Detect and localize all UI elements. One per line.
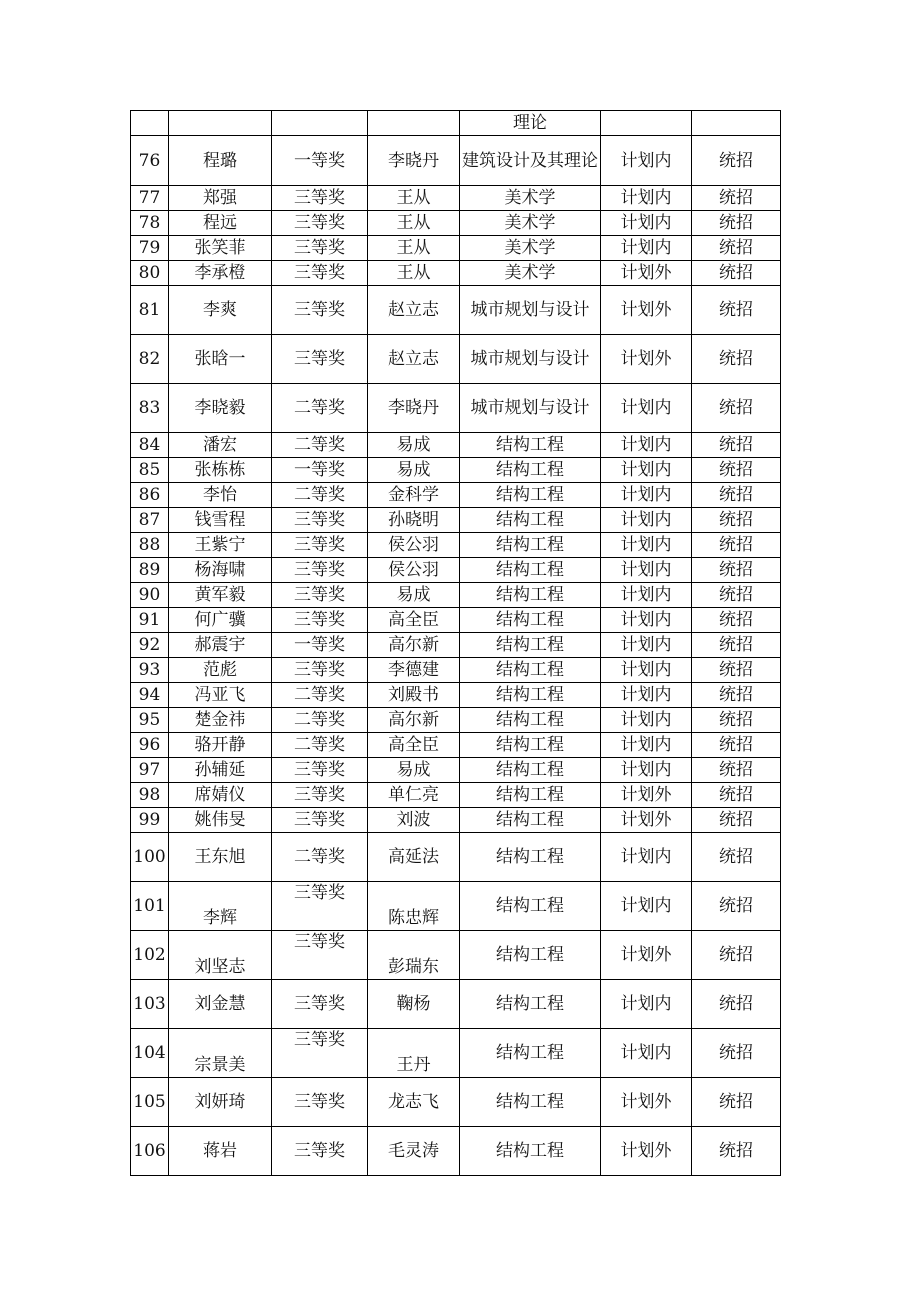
cell-advisor: 高延法 [368, 833, 460, 882]
cell-major: 城市规划与设计 [460, 335, 601, 384]
cell-advisor: 鞠杨 [368, 980, 460, 1029]
cell-advisor: 陈忠辉 [368, 882, 460, 931]
cell-award: 三等奖 [272, 533, 368, 558]
cell-major: 结构工程 [460, 583, 601, 608]
cell-major: 结构工程 [460, 733, 601, 758]
cell-major: 结构工程 [460, 658, 601, 683]
cell-advisor: 高全臣 [368, 733, 460, 758]
cell-no: 86 [131, 483, 169, 508]
cell-type: 统招 [692, 608, 781, 633]
cell-name: 黄军毅 [169, 583, 272, 608]
cell-plan: 计划内 [601, 833, 692, 882]
cell-plan: 计划内 [601, 658, 692, 683]
cell-advisor: 毛灵涛 [368, 1127, 460, 1176]
cell-advisor: 侯公羽 [368, 533, 460, 558]
cell-award: 二等奖 [272, 708, 368, 733]
cell-name: 潘宏 [169, 433, 272, 458]
cell-no: 99 [131, 808, 169, 833]
cell-award: 一等奖 [272, 458, 368, 483]
table-row [131, 608, 781, 633]
cell-plan: 计划内 [601, 1029, 692, 1078]
cell-award: 二等奖 [272, 433, 368, 458]
cell-plan: 计划内 [601, 683, 692, 708]
cell-type [692, 111, 781, 136]
cell-advisor: 易成 [368, 433, 460, 458]
table-row [131, 658, 781, 683]
cell-major: 结构工程 [460, 882, 601, 931]
cell-major: 结构工程 [460, 433, 601, 458]
cell-name: 蒋岩 [169, 1127, 272, 1176]
cell-award: 一等奖 [272, 633, 368, 658]
table-row [131, 186, 781, 211]
cell-no: 89 [131, 558, 169, 583]
cell-name: 何广骥 [169, 608, 272, 633]
cell-major: 结构工程 [460, 683, 601, 708]
cell-award: 二等奖 [272, 733, 368, 758]
cell-no: 79 [131, 236, 169, 261]
table-row [131, 683, 781, 708]
cell-award: 二等奖 [272, 833, 368, 882]
cell-major: 城市规划与设计 [460, 384, 601, 433]
cell-no: 96 [131, 733, 169, 758]
cell-plan: 计划内 [601, 633, 692, 658]
cell-major: 美术学 [460, 211, 601, 236]
cell-name: 席婧仪 [169, 783, 272, 808]
cell-award: 三等奖 [272, 608, 368, 633]
cell-type: 统招 [692, 286, 781, 335]
cell-plan: 计划内 [601, 136, 692, 186]
cell-name: 王紫宁 [169, 533, 272, 558]
cell-type: 统招 [692, 508, 781, 533]
cell-major: 理论 [460, 111, 601, 136]
cell-type: 统招 [692, 708, 781, 733]
table-row [131, 261, 781, 286]
cell-major: 结构工程 [460, 980, 601, 1029]
table-row [131, 758, 781, 783]
cell-type: 统招 [692, 211, 781, 236]
cell-award: 三等奖 [272, 1078, 368, 1127]
cell-major: 结构工程 [460, 633, 601, 658]
cell-major: 结构工程 [460, 608, 601, 633]
cell-plan: 计划内 [601, 608, 692, 633]
table-row [131, 508, 781, 533]
cell-no: 84 [131, 433, 169, 458]
cell-advisor: 金科学 [368, 483, 460, 508]
table-row [131, 1029, 781, 1078]
table-row [131, 533, 781, 558]
cell-advisor: 彭瑞东 [368, 931, 460, 980]
cell-name: 楚金祎 [169, 708, 272, 733]
cell-name: 冯亚飞 [169, 683, 272, 708]
cell-name: 刘妍琦 [169, 1078, 272, 1127]
cell-no: 98 [131, 783, 169, 808]
cell-major: 结构工程 [460, 833, 601, 882]
cell-major: 结构工程 [460, 931, 601, 980]
cell-award: 三等奖 [272, 286, 368, 335]
cell-name: 郝震宇 [169, 633, 272, 658]
cell-plan: 计划内 [601, 211, 692, 236]
cell-award: 三等奖 [272, 583, 368, 608]
cell-advisor: 高尔新 [368, 633, 460, 658]
cell-type: 统招 [692, 433, 781, 458]
cell-type: 统招 [692, 136, 781, 186]
cell-no: 77 [131, 186, 169, 211]
cell-advisor: 刘波 [368, 808, 460, 833]
cell-award: 三等奖 [272, 758, 368, 783]
cell-major: 结构工程 [460, 558, 601, 583]
cell-award: 三等奖 [272, 236, 368, 261]
cell-major: 结构工程 [460, 808, 601, 833]
cell-major: 美术学 [460, 236, 601, 261]
cell-no: 78 [131, 211, 169, 236]
cell-advisor: 李德建 [368, 658, 460, 683]
cell-major: 城市规划与设计 [460, 286, 601, 335]
cell-name: 刘金慧 [169, 980, 272, 1029]
cell-name: 李爽 [169, 286, 272, 335]
cell-no [131, 111, 169, 136]
cell-award: 三等奖 [272, 980, 368, 1029]
cell-type: 统招 [692, 808, 781, 833]
cell-type: 统招 [692, 335, 781, 384]
cell-type: 统招 [692, 733, 781, 758]
table-row [131, 335, 781, 384]
table-row [131, 733, 781, 758]
table-row [131, 882, 781, 931]
cell-no: 104 [131, 1029, 169, 1078]
cell-award: 二等奖 [272, 483, 368, 508]
table-row [131, 1078, 781, 1127]
cell-plan: 计划内 [601, 733, 692, 758]
cell-major: 结构工程 [460, 483, 601, 508]
cell-name: 程远 [169, 211, 272, 236]
cell-award: 三等奖 [272, 1127, 368, 1176]
table-row [131, 833, 781, 882]
cell-no: 102 [131, 931, 169, 980]
cell-type: 统招 [692, 683, 781, 708]
cell-major: 结构工程 [460, 1127, 601, 1176]
cell-type: 统招 [692, 1029, 781, 1078]
cell-type: 统招 [692, 558, 781, 583]
cell-name: 刘坚志 [169, 931, 272, 980]
cell-plan: 计划内 [601, 558, 692, 583]
cell-award: 二等奖 [272, 683, 368, 708]
cell-plan: 计划内 [601, 583, 692, 608]
cell-no: 105 [131, 1078, 169, 1127]
cell-no: 82 [131, 335, 169, 384]
cell-plan: 计划外 [601, 286, 692, 335]
cell-name: 程璐 [169, 136, 272, 186]
cell-type: 统招 [692, 186, 781, 211]
cell-type: 统招 [692, 483, 781, 508]
cell-advisor: 高尔新 [368, 708, 460, 733]
cell-no: 97 [131, 758, 169, 783]
cell-type: 统招 [692, 533, 781, 558]
cell-type: 统招 [692, 783, 781, 808]
cell-advisor: 高全臣 [368, 608, 460, 633]
cell-plan: 计划外 [601, 1078, 692, 1127]
cell-advisor: 易成 [368, 458, 460, 483]
cell-type: 统招 [692, 758, 781, 783]
cell-plan: 计划内 [601, 508, 692, 533]
cell-plan: 计划内 [601, 236, 692, 261]
cell-no: 87 [131, 508, 169, 533]
cell-no: 94 [131, 683, 169, 708]
cell-no: 83 [131, 384, 169, 433]
cell-award: 三等奖 [272, 335, 368, 384]
cell-major: 结构工程 [460, 458, 601, 483]
cell-no: 103 [131, 980, 169, 1029]
cell-award: 三等奖 [272, 558, 368, 583]
table-row [131, 980, 781, 1029]
cell-name: 郑强 [169, 186, 272, 211]
cell-type: 统招 [692, 236, 781, 261]
table-row [131, 136, 781, 186]
cell-major: 结构工程 [460, 758, 601, 783]
cell-advisor: 李晓丹 [368, 384, 460, 433]
cell-plan: 计划内 [601, 384, 692, 433]
cell-plan: 计划内 [601, 483, 692, 508]
cell-name: 杨海啸 [169, 558, 272, 583]
cell-no: 76 [131, 136, 169, 186]
cell-no: 106 [131, 1127, 169, 1176]
table-row [131, 633, 781, 658]
cell-award: 三等奖 [272, 882, 368, 931]
table-row [131, 783, 781, 808]
cell-advisor: 易成 [368, 758, 460, 783]
table-row [131, 458, 781, 483]
table-row [131, 433, 781, 458]
cell-advisor: 王丹 [368, 1029, 460, 1078]
table-row-continued [131, 111, 781, 136]
cell-plan: 计划内 [601, 433, 692, 458]
cell-no: 93 [131, 658, 169, 683]
cell-name: 张晗一 [169, 335, 272, 384]
cell-major: 结构工程 [460, 508, 601, 533]
cell-plan: 计划内 [601, 980, 692, 1029]
cell-major: 结构工程 [460, 783, 601, 808]
cell-type: 统招 [692, 931, 781, 980]
cell-type: 统招 [692, 261, 781, 286]
cell-award [272, 111, 368, 136]
cell-plan: 计划内 [601, 708, 692, 733]
cell-name: 王东旭 [169, 833, 272, 882]
cell-name: 孙辅延 [169, 758, 272, 783]
table-row [131, 808, 781, 833]
cell-award: 三等奖 [272, 1029, 368, 1078]
cell-no: 95 [131, 708, 169, 733]
table-row [131, 1127, 781, 1176]
cell-plan: 计划内 [601, 458, 692, 483]
cell-type: 统招 [692, 384, 781, 433]
cell-advisor: 刘殿书 [368, 683, 460, 708]
cell-advisor: 龙志飞 [368, 1078, 460, 1127]
cell-name: 骆开静 [169, 733, 272, 758]
cell-award: 三等奖 [272, 186, 368, 211]
cell-name: 李怡 [169, 483, 272, 508]
cell-no: 90 [131, 583, 169, 608]
table-row [131, 583, 781, 608]
cell-plan: 计划内 [601, 533, 692, 558]
cell-major: 结构工程 [460, 1078, 601, 1127]
table-row [131, 931, 781, 980]
cell-advisor: 李晓丹 [368, 136, 460, 186]
cell-advisor: 赵立志 [368, 286, 460, 335]
table-row [131, 558, 781, 583]
cell-award: 三等奖 [272, 931, 368, 980]
table-body [131, 111, 781, 1176]
cell-name: 李晓毅 [169, 384, 272, 433]
table-row [131, 211, 781, 236]
cell-plan: 计划内 [601, 758, 692, 783]
cell-name: 李承橙 [169, 261, 272, 286]
cell-name: 范彪 [169, 658, 272, 683]
cell-advisor: 侯公羽 [368, 558, 460, 583]
cell-plan: 计划内 [601, 882, 692, 931]
cell-major: 结构工程 [460, 708, 601, 733]
cell-plan [601, 111, 692, 136]
cell-advisor: 王从 [368, 236, 460, 261]
cell-type: 统招 [692, 633, 781, 658]
cell-advisor: 单仁亮 [368, 783, 460, 808]
cell-award: 三等奖 [272, 658, 368, 683]
cell-name: 张笑菲 [169, 236, 272, 261]
cell-name: 姚伟旻 [169, 808, 272, 833]
cell-plan: 计划外 [601, 1127, 692, 1176]
cell-award: 三等奖 [272, 261, 368, 286]
table-row [131, 236, 781, 261]
cell-name: 钱雪程 [169, 508, 272, 533]
cell-type: 统招 [692, 833, 781, 882]
cell-advisor: 赵立志 [368, 335, 460, 384]
cell-advisor: 孙晓明 [368, 508, 460, 533]
cell-major: 美术学 [460, 261, 601, 286]
cell-no: 100 [131, 833, 169, 882]
cell-plan: 计划外 [601, 261, 692, 286]
table-row [131, 483, 781, 508]
cell-no: 101 [131, 882, 169, 931]
cell-major: 建筑设计及其理论 [460, 136, 601, 186]
cell-name: 张栋栋 [169, 458, 272, 483]
cell-advisor [368, 111, 460, 136]
cell-type: 统招 [692, 458, 781, 483]
cell-plan: 计划内 [601, 186, 692, 211]
cell-no: 92 [131, 633, 169, 658]
cell-plan: 计划外 [601, 931, 692, 980]
cell-advisor: 王从 [368, 186, 460, 211]
cell-advisor: 王从 [368, 211, 460, 236]
table-row [131, 708, 781, 733]
cell-plan: 计划外 [601, 783, 692, 808]
cell-advisor: 易成 [368, 583, 460, 608]
cell-award: 三等奖 [272, 808, 368, 833]
table-row [131, 286, 781, 335]
cell-name: 宗景美 [169, 1029, 272, 1078]
cell-no: 88 [131, 533, 169, 558]
cell-major: 结构工程 [460, 533, 601, 558]
cell-type: 统招 [692, 583, 781, 608]
cell-major: 美术学 [460, 186, 601, 211]
award-table [130, 110, 781, 1176]
table-row [131, 384, 781, 433]
cell-award: 二等奖 [272, 384, 368, 433]
cell-type: 统招 [692, 658, 781, 683]
cell-award: 三等奖 [272, 211, 368, 236]
cell-type: 统招 [692, 882, 781, 931]
cell-award: 三等奖 [272, 508, 368, 533]
cell-advisor: 王从 [368, 261, 460, 286]
cell-type: 统招 [692, 980, 781, 1029]
cell-type: 统招 [692, 1078, 781, 1127]
cell-type: 统招 [692, 1127, 781, 1176]
cell-award: 三等奖 [272, 783, 368, 808]
cell-no: 80 [131, 261, 169, 286]
cell-plan: 计划外 [601, 335, 692, 384]
cell-major: 结构工程 [460, 1029, 601, 1078]
cell-no: 81 [131, 286, 169, 335]
cell-award: 一等奖 [272, 136, 368, 186]
cell-no: 85 [131, 458, 169, 483]
cell-plan: 计划外 [601, 808, 692, 833]
cell-no: 91 [131, 608, 169, 633]
cell-name [169, 111, 272, 136]
cell-name: 李辉 [169, 882, 272, 931]
